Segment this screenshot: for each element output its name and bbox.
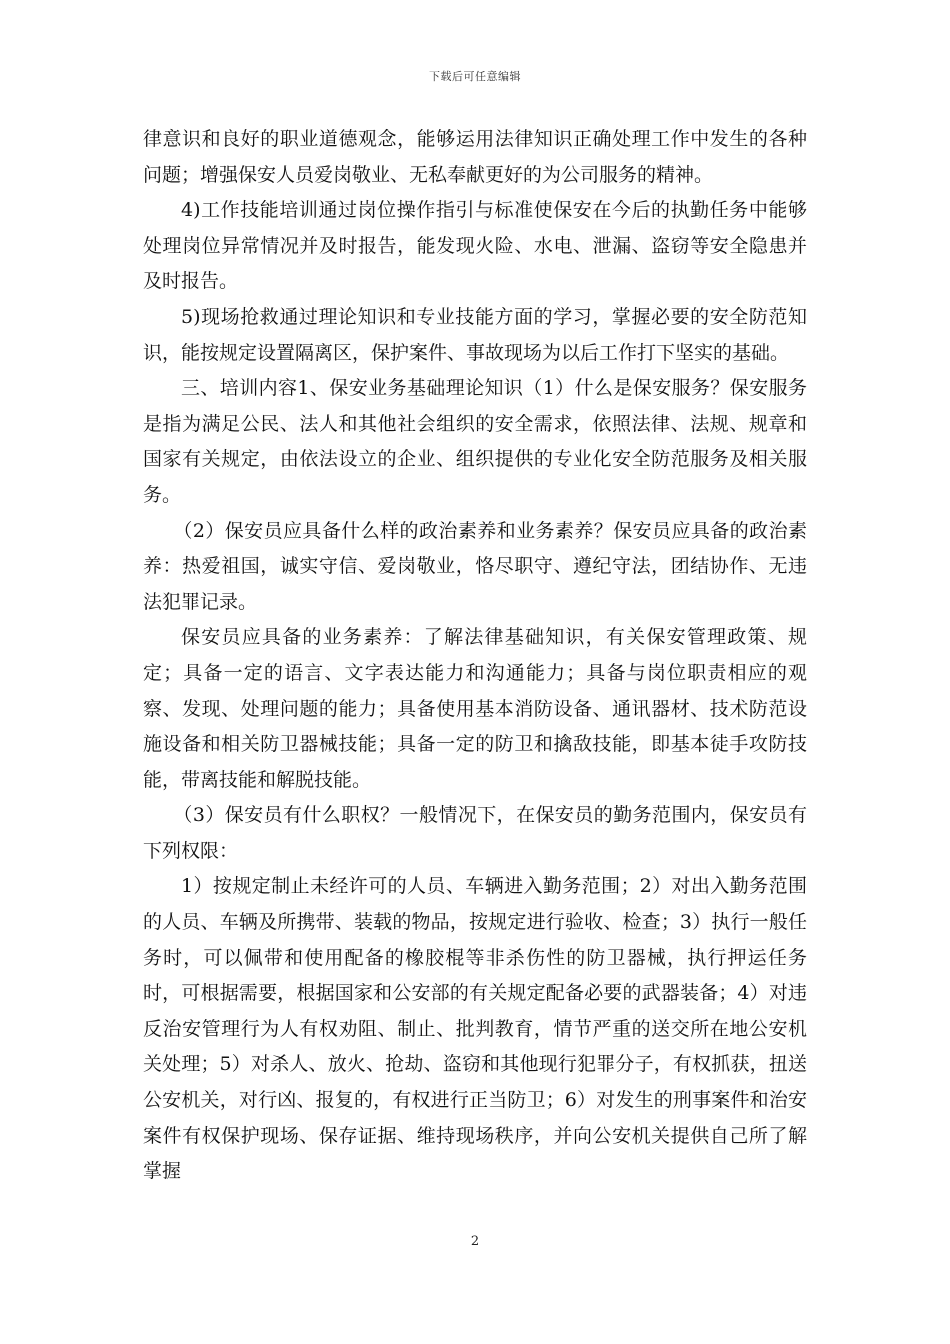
page-header: 下载后可任意编辑 [429, 70, 521, 83]
paragraph-onsite-rescue: 5)现场抢救通过理论知识和专业技能方面的学习，掌握必要的安全防范知识，能按规定设置隔离区，保护案件、事故现场为以后工作打下坚实的基础。 [143, 305, 807, 364]
paragraph-political-quality: （2）保安员应具备什么样的政治素养和业务素养？保安员应具备的政治素养：热爱祖国，诚实守信、爱岗敬业，恪尽职守、遵纪守法，团结协作、无违法犯罪记录。 [143, 519, 807, 613]
paragraph-continued: 律意识和良好的职业道德观念，能够运用法律知识正确处理工作中发生的各种问题；增强保安人员爱岗敬业、无私奉献更好的为公司服务的精神。 [143, 128, 807, 186]
paragraph-training-content: 三、培训内容1、保安业务基础理论知识（1）什么是保安服务？保安服务是指为满足公民、法人和其他社会组织的安全需求，依照法律、法规、规章和国家有关规定，由依法设立的企业、组织提供的专业化安全防范服务及相关服务。 [143, 377, 807, 506]
page-number: 2 [470, 1234, 480, 1249]
paragraph-authority-list: 1）按规定制止未经许可的人员、车辆进入勤务范围；2）对出入勤务范围的人员、车辆及所携带、装载的物品，按规定进行验收、检查；3）执行一般任务时，可以佩带和使用配备的橡胶棍等非杀伤性的防卫器械，执行押运任务时，可根据需要，根据国家和公安部的有关规定配备必要的武器装备；4）对违反治安管理行为人有权劝阻、制止、批判教育，情节严重的送交所在地公安机关处理；5）对杀人、放火、抢劫、盗窃和其他现行犯罪分子，有权抓获，扭送公安机关，对行凶、报复的，有权进行正当防卫；6）对发生的刑事案件和治安案件有权保护现场、保存证据、维持现场秩序，并向公安机关提供自己所了解掌握 [143, 875, 807, 1183]
paragraph-guard-authority: （3）保安员有什么职权？一般情况下，在保安员的勤务范围内，保安员有下列权限： [143, 804, 807, 862]
paragraph-business-quality: 保安员应具备的业务素养：了解法律基础知识，有关保安管理政策、规定；具备一定的语言、文字表达能力和沟通能力；具备与岗位职责相应的观察、发现、处理问题的能力；具备使用基本消防设备、通讯器材、技术防范设施设备和相关防卫器械技能；具备一定的防卫和擒敌技能，即基本徒手攻防技能，带离技能和解脱技能。 [143, 626, 807, 791]
document-body [143, 122, 807, 1190]
paragraph-skill-training: 4)工作技能培训通过岗位操作指引与标准使保安在今后的执勤任务中能够处理岗位异常情况并及时报告，能发现火险、水电、泄漏、盗窃等安全隐患并及时报告。 [143, 199, 807, 293]
